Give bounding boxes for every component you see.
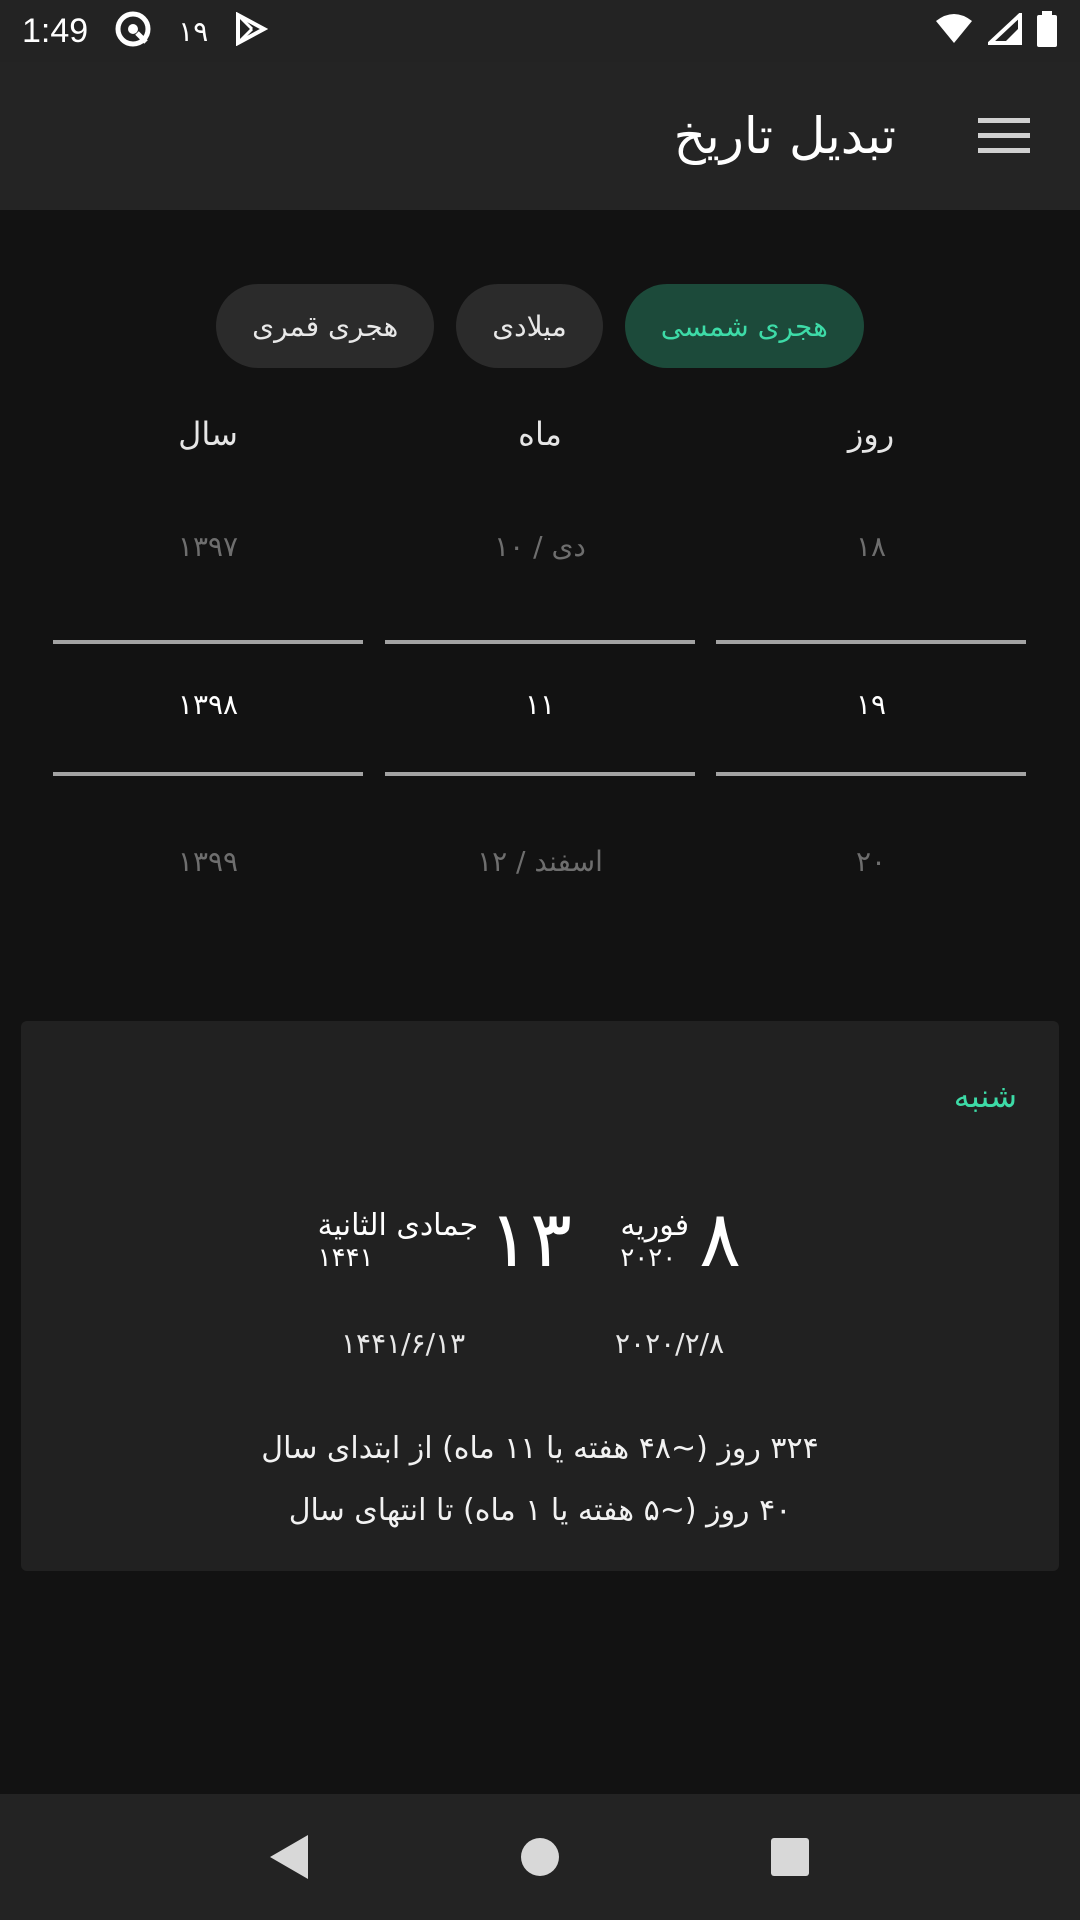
month-header: ماه <box>518 415 562 453</box>
day-current[interactable]: ۱۹ <box>855 688 887 721</box>
month-next[interactable]: اسفند / ۱۲ <box>477 845 603 878</box>
status-time: 1:49 <box>22 11 89 50</box>
days-since-start: ۳۲۴ روز (~۴۸ هفته یا ۱۱ ماه) از ابتدای سال <box>261 1431 819 1466</box>
page-title: تبدیل تاریخ <box>673 107 896 165</box>
status-bar <box>0 0 1080 62</box>
chip-gregorian[interactable]: میلادی <box>456 284 603 368</box>
wifi-icon <box>934 13 974 49</box>
day-divider-bottom <box>716 772 1026 776</box>
day-next[interactable]: ۲۰ <box>855 845 887 878</box>
gregorian-year: ۲۰۲۰ <box>620 1242 677 1273</box>
day-prev[interactable]: ۱۸ <box>855 530 887 563</box>
year-divider-top <box>53 640 363 644</box>
year-header: سال <box>178 415 238 453</box>
chip-lunar-hijri[interactable]: هجری قمری <box>216 284 434 368</box>
day-divider-top <box>716 640 1026 644</box>
weekday-label: شنبه <box>953 1077 1017 1115</box>
chip-solar-hijri[interactable]: هجری شمسی <box>625 284 864 368</box>
month-divider-top <box>385 640 695 644</box>
back-icon[interactable] <box>260 1827 320 1887</box>
system-nav-bar <box>0 1794 1080 1920</box>
hijri-month: جمادی الثانية <box>317 1207 479 1243</box>
gregorian-day: ۸ <box>699 1195 741 1285</box>
hijri-day: ۱۳ <box>488 1195 572 1285</box>
days-until-end: ۴۰ روز (~۵ هفته یا ۱ ماه) تا انتهای سال <box>288 1493 792 1528</box>
day-picker[interactable] <box>716 500 1026 900</box>
month-current[interactable]: ۱۱ <box>524 688 556 721</box>
year-divider-bottom <box>53 772 363 776</box>
at-sign-icon <box>114 10 152 52</box>
gregorian-date <box>620 1195 741 1285</box>
play-store-icon <box>234 12 268 50</box>
status-notification-number: ۱۹ <box>178 14 209 48</box>
battery-icon <box>1036 11 1058 51</box>
hamburger-menu-icon[interactable] <box>976 108 1032 164</box>
signal-icon <box>988 13 1022 49</box>
app-bar <box>0 62 1080 210</box>
month-prev[interactable]: دی / ۱۰ <box>494 530 586 563</box>
recents-icon[interactable] <box>760 1827 820 1887</box>
gregorian-month: فوریه <box>620 1207 690 1243</box>
hijri-date <box>317 1195 572 1285</box>
year-picker[interactable] <box>53 500 363 900</box>
home-icon[interactable] <box>510 1827 570 1887</box>
calendar-type-selector <box>0 284 1080 368</box>
result-card <box>21 1021 1059 1571</box>
hijri-short-date[interactable]: ۱۴۴۱/۶/۱۳ <box>341 1327 466 1360</box>
hijri-year: ۱۴۴۱ <box>317 1242 374 1273</box>
day-header: روز <box>847 415 895 453</box>
year-prev[interactable]: ۱۳۹۷ <box>177 530 239 563</box>
picker-headers <box>0 415 1080 465</box>
year-current[interactable]: ۱۳۹۸ <box>177 688 239 721</box>
year-next[interactable]: ۱۳۹۹ <box>177 845 239 878</box>
gregorian-short-date[interactable]: ۲۰۲۰/۲/۸ <box>615 1327 725 1360</box>
month-picker[interactable] <box>385 500 695 900</box>
month-divider-bottom <box>385 772 695 776</box>
